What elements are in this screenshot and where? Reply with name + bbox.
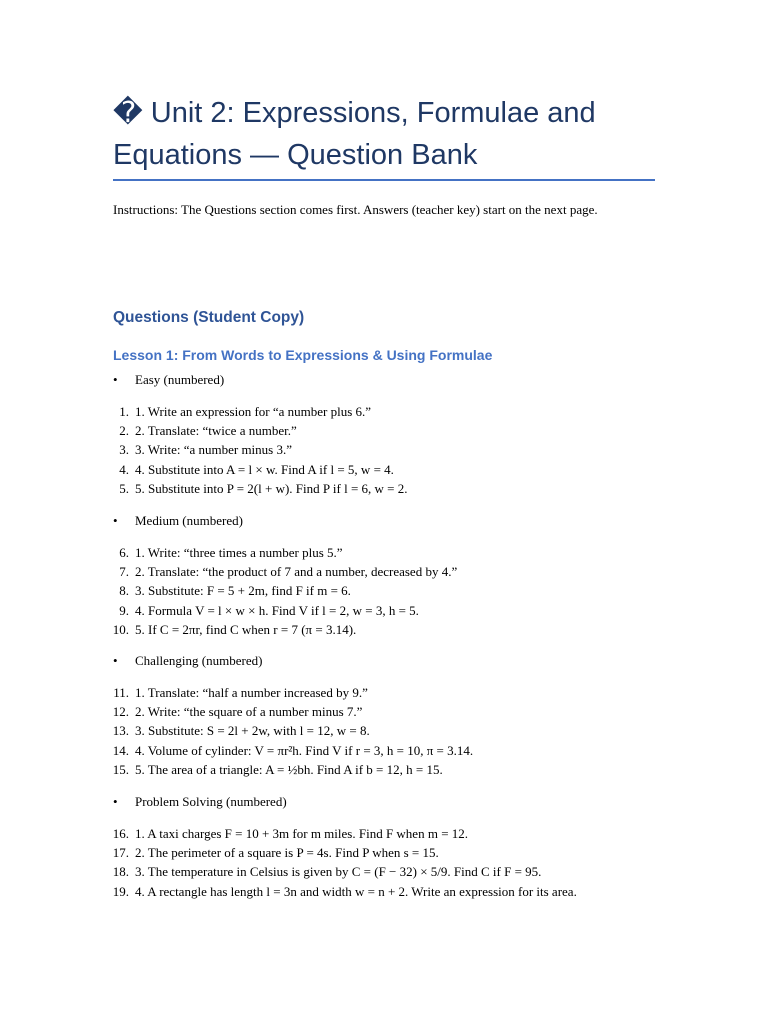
- question-number: 15.: [112, 761, 129, 777]
- question-number: 19.: [112, 883, 129, 899]
- question-text: 1. Translate: “half a number increased by 9.”: [135, 685, 368, 700]
- question-text: 3. Substitute: F = 5 + 2m, find F if m = 6.: [135, 583, 351, 599]
- question-text: 4. A rectangle has length l = 3n and width w = n + 2. Write an expression for its area.: [135, 883, 577, 899]
- lesson-heading: Lesson 1: From Words to Expressions & Using Formulae: [113, 347, 493, 363]
- question-number: 3.: [119, 442, 129, 458]
- instructions-text: Instructions: The Questions section comes first. Answers (teacher key) start on the next page.: [113, 202, 598, 217]
- question-number: 9.: [119, 602, 129, 618]
- question-number: 17.: [112, 845, 129, 861]
- question-text: 2. The perimeter of a square is P = 4s. Find P when s = 15.: [135, 845, 439, 861]
- question-text: 3. Substitute: S = 2l + 2w, with l = 12, w = 8.: [135, 723, 370, 739]
- group-label-text: Problem Solving (numbered): [135, 794, 287, 809]
- question-number: 16.: [112, 826, 129, 841]
- question-number: 11.: [113, 685, 129, 700]
- question-text: 5. Substitute into P = 2(l + w). Find P if l = 6, w = 2.: [135, 480, 408, 496]
- question-text: 5. The area of a triangle: A = ½bh. Find A if b = 12, h = 15.: [135, 761, 443, 777]
- question-text: 4. Substitute into A = l × w. Find A if l = 5, w = 4.: [135, 461, 394, 477]
- question-text: 2. Translate: “the product of 7 and a number, decreased by 4.”: [135, 564, 458, 580]
- bullet-icon: •: [113, 372, 118, 387]
- question-number: 4.: [119, 461, 129, 477]
- group-label-text: Easy (numbered): [135, 372, 225, 387]
- question-number: 18.: [112, 864, 129, 880]
- question-number: 5.: [119, 480, 129, 496]
- question-text: 5. If C = 2πr, find C when r = 7 (π = 3.14).: [135, 621, 357, 637]
- question-number: 1.: [119, 404, 129, 419]
- question-text: 1. Write an expression for “a number plus 6.”: [135, 404, 372, 419]
- question-text: 2. Translate: “twice a number.”: [135, 423, 297, 439]
- question-text: 3. Write: “a number minus 3.”: [135, 442, 293, 458]
- question-number: 14.: [112, 742, 129, 758]
- question-number: 10.: [112, 621, 129, 637]
- question-number: 6.: [119, 545, 129, 560]
- section-heading: Questions (Student Copy): [113, 309, 305, 326]
- question-number: 12.: [112, 704, 129, 720]
- question-number: 8.: [119, 583, 129, 599]
- question-text: 2. Write: “the square of a number minus 7.”: [135, 704, 363, 720]
- question-text: 4. Formula V = l × w × h. Find V if l = 2, w = 3, h = 5.: [135, 602, 419, 618]
- question-text: 3. The temperature in Celsius is given by C = (F − 32) × 5/9. Find C if F = 95.: [135, 864, 542, 880]
- bullet-icon: •: [113, 794, 118, 809]
- question-number: 13.: [112, 723, 129, 739]
- title-underline: [113, 179, 655, 181]
- question-number: 7.: [119, 564, 129, 580]
- page-title: � Unit 2: Expressions, Formulae and Equations — Question Bank: [113, 97, 596, 171]
- bullet-icon: •: [113, 653, 118, 668]
- group-label-text: Medium (numbered): [135, 513, 243, 528]
- group-label-text: Challenging (numbered): [135, 653, 263, 668]
- question-number: 2.: [119, 423, 129, 439]
- question-text: 4. Volume of cylinder: V = πr²h. Find V if r = 3, h = 10, π = 3.14.: [135, 742, 474, 758]
- question-text: 1. Write: “three times a number plus 5.”: [135, 545, 343, 560]
- question-text: 1. A taxi charges F = 10 + 3m for m miles. Find F when m = 12.: [135, 826, 469, 841]
- bullet-icon: •: [113, 513, 118, 528]
